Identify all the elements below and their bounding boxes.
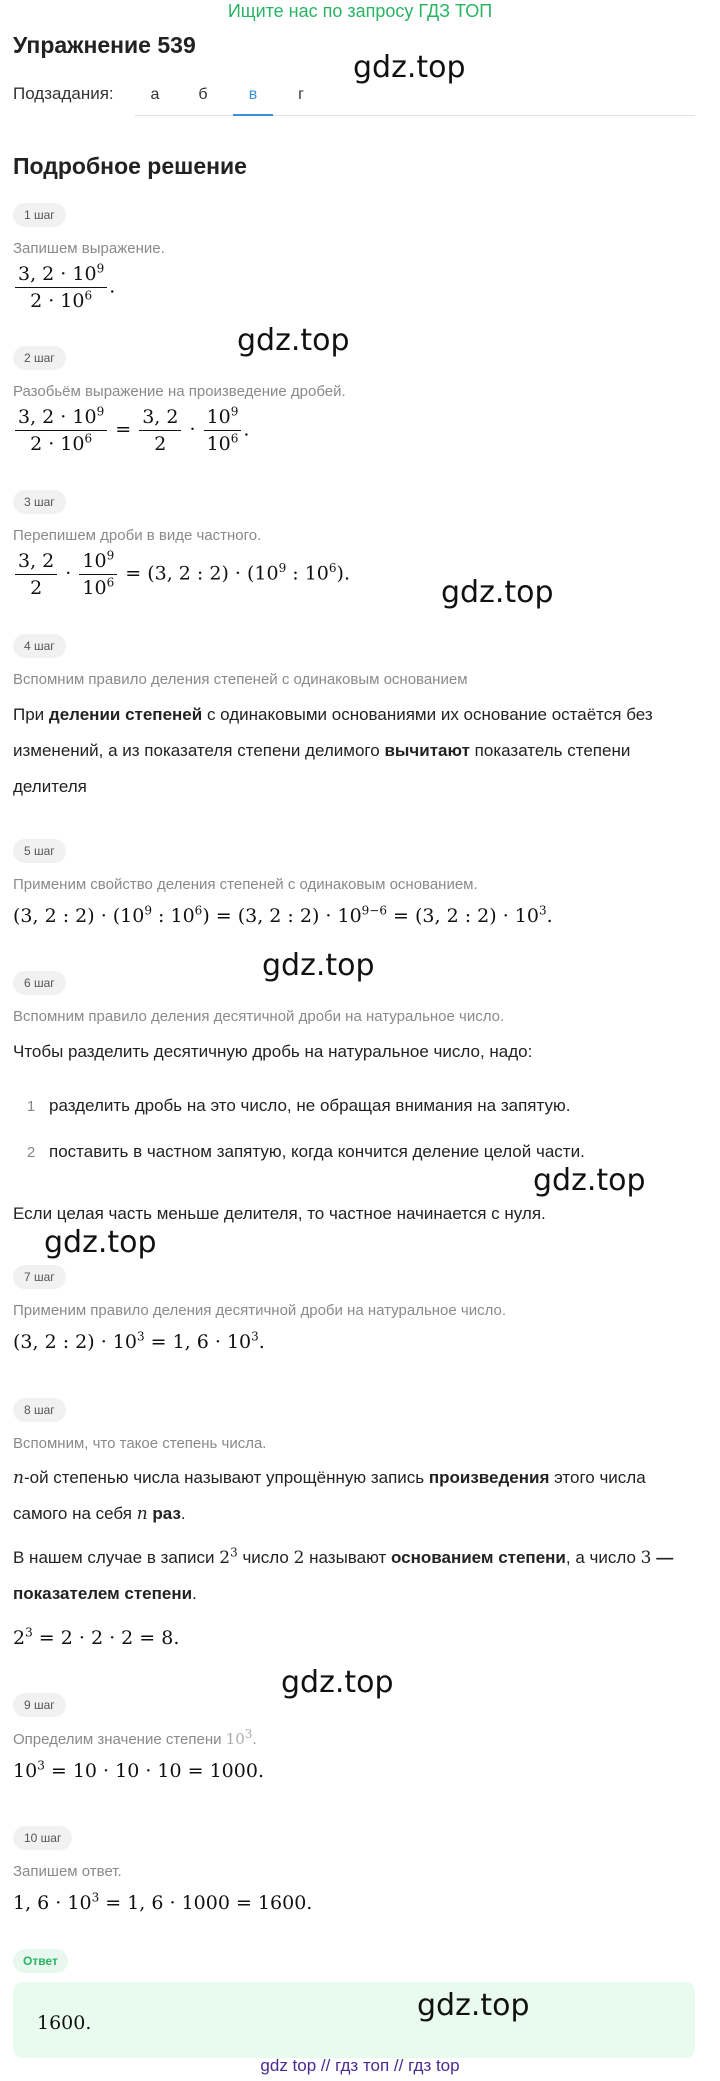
math-expression: (3, 2 : $2) \cdot (10^9$ : $10^6) = (3$, 2 : $2) \cdot 10^{9-6} = (3$, 2 : $2) \cdot 10^3$. [13,903,553,927]
math-expression: $\frac{3, 2 \cdot 10^9}{2 \cdot 10^6}$ . [13,263,115,312]
answer-box [13,1982,695,2058]
list-item: 1 разделить дробь на это число, не обращая внимания на запятую. [26,1096,571,1115]
watermark: gdz.top [353,50,466,85]
case-text: В нашем случае в записи $2^3$ число 2 называют основанием степени, а число 3 — показателем степени. [13,1545,674,1603]
rule-text: n-ой степенью числа называют упрощённую запись произведения этого числа самого на себя n раз. [13,1468,646,1524]
page-title: Упражнение 539 [13,32,196,58]
step-badge: 8 шаг [13,1398,66,1422]
math-expression: $10^3 = 10 \cdot 10 \cdot 10 = 1000$. [13,1758,264,1782]
section-title: Подробное решение [13,153,247,179]
subtasks-label: Подзадания: [13,84,114,103]
step-desc: Вспомним, что такое степень числа. [13,1435,267,1452]
step-badge: 2 шаг [13,346,66,370]
math-expression: $\frac{3, 2 \cdot 10^9}{2 \cdot 10^6}$ = $\frac{3, 2}{2}$ · $\frac{10^9}{10^6}$ . [13,406,249,455]
list-item: 2 поставить в частном запятую, когда кончится деление целой части. [26,1142,585,1161]
tab-b[interactable]: б [198,86,208,103]
tab-g[interactable]: г [298,86,304,103]
step-desc: Вспомним правило деления десятичной дроби на натуральное число. [13,1008,505,1025]
step-desc: Перепишем дроби в виде частного. [13,527,262,544]
rule-text: При делении степеней с одинаковыми основаниями их основание остаётся без изменений, а из показателя степени делимого вычитают показатель степени делителя [13,705,653,796]
step-desc: Запишем выражение. [13,240,165,257]
step-badge: 5 шаг [13,839,66,863]
footer-links[interactable]: gdz top // гдз топ // гдз top [260,2056,460,2075]
step-badge: 3 шаг [13,490,66,514]
tab-v[interactable]: в [233,86,273,116]
step-badge: 10 шаг [13,1826,72,1850]
answer-badge: Ответ [13,1949,68,1973]
subtasks-row [13,84,133,104]
step-badge: 7 шаг [13,1265,66,1289]
math-expression: (3, 2 : $2) \cdot 10^3 = 1$, $6 \cdot 10^3$. [13,1329,265,1353]
math-expression: 1, $6 \cdot 10^3 = 1$, 6 · 1000 = 1600. [13,1890,313,1914]
rule-text: Чтобы разделить десятичную дробь на натуральное число, надо: [13,1042,533,1061]
step-desc: Вспомним правило деления степеней с одинаковым основанием [13,671,468,688]
watermark: gdz.top [44,1225,157,1260]
watermark: gdz.top [441,575,554,610]
step-desc: Разобьём выражение на произведение дробей. [13,383,346,400]
math-expression: $\frac{3, 2}{2}$ · $\frac{10^9}{10^6}$ = (3, 2 : $2) \cdot (10^9$ : $10^6$). [13,550,350,599]
watermark: gdz.top [262,948,375,983]
step-desc: Применим правило деления десятичной дроби на натуральное число. [13,1302,507,1319]
step-badge: 1 шаг [13,203,66,227]
watermark: gdz.top [281,1665,394,1700]
watermark: gdz.top [533,1163,646,1198]
math-expression: $2^3 = 2 \cdot 2 \cdot 2 = 8$. [13,1625,180,1649]
step-desc: Применим свойство деления степеней с одинаковым основанием. [13,876,478,893]
step-desc: Запишем ответ. [13,1863,122,1880]
top-banner[interactable]: Ищите нас по запросу ГДЗ ТОП [227,1,493,21]
rule-note: Если целая часть меньше делителя, то частное начинается с нуля. [13,1204,546,1223]
step-badge: 4 шаг [13,634,66,658]
answer-value: 1600. [37,2012,92,2034]
watermark: gdz.top [417,1988,530,2023]
tab-a[interactable]: а [150,86,160,103]
step-badge: 6 шаг [13,971,66,995]
watermark: gdz.top [237,323,350,358]
step-badge: 9 шаг [13,1693,66,1717]
step-desc: Определим значение степени $10^3$. [13,1727,257,1748]
